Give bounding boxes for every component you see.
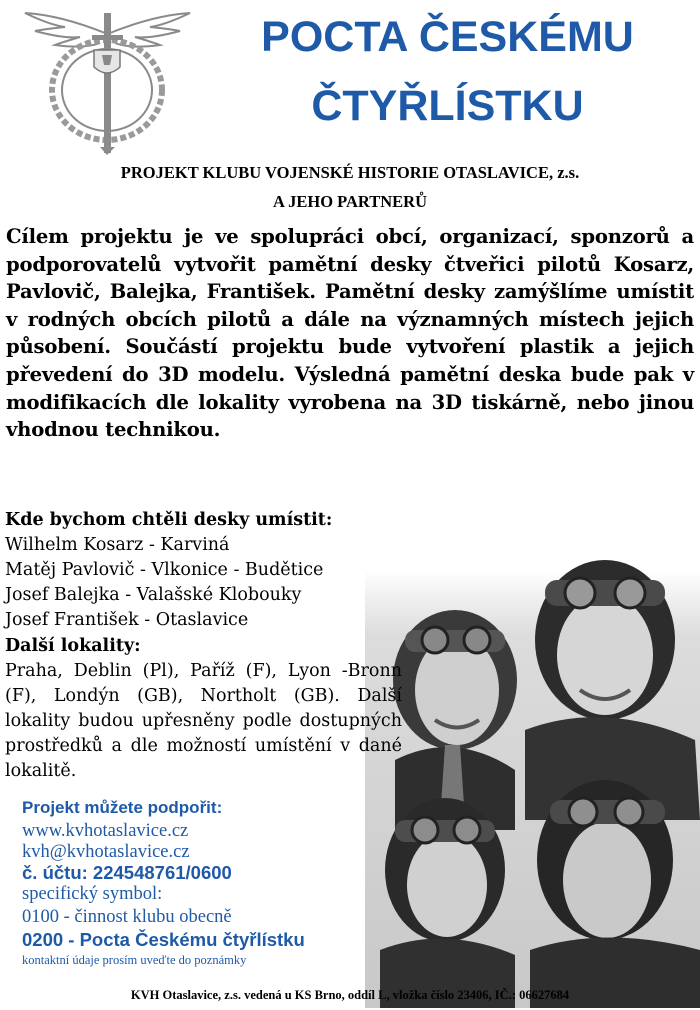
location-item: Josef František - Otaslavice: [5, 610, 249, 630]
poster-title-line1: POCTA ČESKÉMU: [261, 13, 634, 61]
location-item: Josef Balejka - Valašské Klobouky: [5, 585, 302, 605]
support-heading: Projekt můžete podpořit:: [22, 798, 223, 817]
symbol-label: specifický symbol:: [22, 884, 163, 904]
project-subtitle-line2: A JEHO PARTNERŮ: [272, 192, 428, 211]
poster-title-line2: ČTYŘLÍSTKU: [311, 82, 584, 130]
other-locations-heading: Další lokality:: [5, 636, 141, 656]
location-item: Matěj Pavlovič - Vlkonice - Budětice: [5, 560, 324, 580]
squadron-emblem: [20, 5, 195, 155]
symbol-project: 0200 - Pocta Českému čtyřlístku: [22, 929, 305, 950]
location-item: Wilhelm Kosarz - Karviná: [5, 535, 230, 555]
project-description: Cílem projektu je ve spolupráci obcí, organizací, sponzorů a podporovatelů vytvořit pamětní desky čtveřici pilotů Kosarz, Pavlovič, Balejka, František. Pamětní desky zamýšlíme umístit v rodných obcích pilotů a dále na významných místech jejich působení. Součástí projektu bude vytvoření plastik a jejich převedení do 3D modelu. Výsledná pamětní deska bude pak v modifikacích dle lokality vyrobena na 3D tiskárně, nebo jinou vhodnou technikou.: [6, 225, 694, 442]
bank-account: č. účtu: 224548761/0600: [22, 862, 232, 883]
locations-heading: Kde bychom chtěli desky umístit:: [5, 510, 333, 530]
project-subtitle: PROJEKT KLUBU VOJENSKÉ HISTORIE OTASLAVICE, z.s.: [120, 163, 580, 182]
footer-registration: KVH Otaslavice, z.s. vedená u KS Brno, oddíl L, vložka číslo 23406, IČ.: 06627684: [130, 988, 570, 1002]
website-link[interactable]: www.kvhotaslavice.cz: [22, 821, 189, 841]
pilots-photo: [365, 530, 700, 1008]
support-note: kontaktní údaje prosím uveďte do poznámky: [22, 953, 247, 967]
other-locations-text: Praha, Deblin (Pl), Paříž (F), Lyon -Bronn (F), Londýn (GB), Northolt (GB). Další lokality budou upřesněny podle dostupných prostředků a dle možností umístění v dané lokalitě.: [5, 661, 402, 781]
email-link[interactable]: kvh@kvhotaslavice.cz: [22, 842, 190, 862]
symbol-general: 0100 - činnost klubu obecně: [22, 907, 232, 927]
